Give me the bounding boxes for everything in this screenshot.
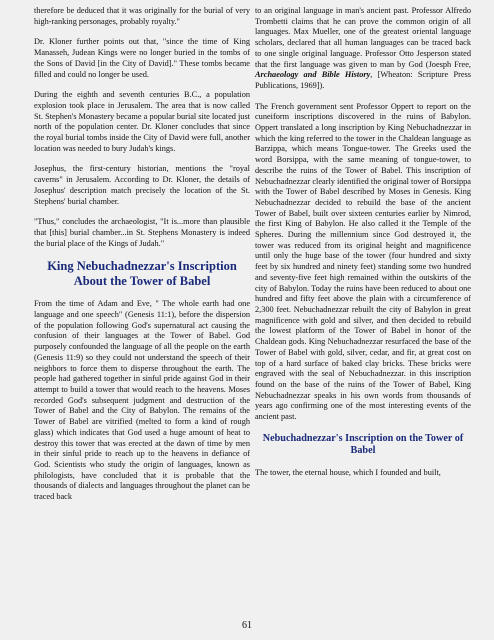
paragraph: therefore be deduced that it was originally for the burial of very high-ranking personages, probably royalty." bbox=[34, 6, 250, 26]
page-number: 61 bbox=[242, 620, 252, 631]
right-column bbox=[255, 6, 471, 488]
section-heading: Nebuchadnezzar's Inscription on the Tower of Babel bbox=[262, 432, 464, 457]
paragraph-text: to an original language in man's ancient past. Professor Alfredo Trombetti claims that he can prove the common origin of all languages. Max Mueller, one of the greatest oriental language scholars, declared that all human languages can be traced back to one single original language. Professor Otto Jesperson stated that the first language was given to man by God (Joesph Free, bbox=[255, 6, 471, 69]
book-title: Archaeology and Bible History bbox=[255, 70, 371, 80]
paragraph bbox=[255, 6, 471, 92]
paragraph: Josephus, the first-century historian, mentions the "royal caverns" in Jerusalem. According to Dr. Kloner, the details of Josephus' description match precisely the location of the St. Stephens' burial chamber. bbox=[34, 164, 250, 206]
paragraph: From the time of Adam and Eve, " The whole earth had one language and one speech" (Genesis 11:1), before the dispersion of the population following God's supernatural act causing the confusion of their languages at the Tower of Babel. God purposely confounded the language of all the people on the earth (Genesis 11:9) so they could not understand the speech of their neighbors to force them to disperse throughout the earth. The people had gathered together in sinful pride against God in their attempt to build a tower that would reach to the heavens. Moses recorded God's subsequent judgment and destruction of the Tower of Babel and the City of Babylon. The remains of the Tower of Babel are vitrified (melted to form a kind of rough glass) which indicates that God used a huge amount of heat to destroy this tower that was erected at the dawn of time by men in their sinful pride to reach up to the heavens in defiance of God. Scientists who study the origin of languages, known as philologists, have concluded that it is probable that the thousands of dialects and languages throughout the planet can be traced back bbox=[34, 299, 250, 502]
left-column bbox=[34, 6, 250, 513]
paragraph: Dr. Kloner further points out that, "since the time of King Manasseh, Judean Kings were no longer buried in the tombs of the Sons of David [in the City of David]." These tombs became filled and could no longer be used. bbox=[34, 37, 250, 79]
paragraph: During the eighth and seventh centuries B.C., a population explosion took place in Jerusalem. The area that is now called St. Stephen's Monastery became a popular burial site located just north of the population center. Dr. Kloner concludes that since the royal burial tombs inside the City of David were full, another location was needed to bury Judah's kings. bbox=[34, 90, 250, 153]
paragraph: The tower, the eternal house, which I founded and built, bbox=[255, 467, 441, 477]
paragraph: "Thus," concludes the archaeologist, "It is...more than plausible that [this] burial chamber...in St. Stephens Monastery is indeed the burial place of the Kings of Judah." bbox=[34, 217, 250, 248]
section-heading: King Nebuchadnezzar's Inscription About the Tower of Babel bbox=[47, 259, 237, 289]
paragraph-text: , [Wheaton: Scripture Press Publications, 1969]). bbox=[255, 70, 471, 90]
paragraph: The French government sent Professor Oppert to report on the cuneiform inscriptions discovered in the ruins of Babylon. Oppert translated a long inscription by King Nebuchadnezzar in which the king referred to the tower in the Chaldean language as Barzippa, which means Tongue-tower. The Greeks used the word Borsippa, with the same meaning of tongue-tower, to describe the ruins of the Tower of Babel. This inscription of Nebuchadnezzar clearly identified the original tower of Borsippa with the Tower of Babel described by Moses in Genesis. King Nebuchadnezzar decided to rebuild the base of the ancient Tower of Babel, built over sixteen centuries earlier by Nimrod, the first King of Babylon. He also called it the Temple of the Spheres. During the millennium since God destroyed it, the tower was reduced from its original height and magnificence until only the huge base of the tower (four hundred and sixty feet by six hundred and ninety feet) standing some two hundred and seventy-five feet high remained within the outskirts of the city of Babylon. Today the ruins have been reduced to about one hundred and fifty feet above the plain with a circumference of 2,300 feet. Nebuchadnezzar rebuilt the city of Babylon in great magnificence with gold and silver, and then decided to rebuild the lowest platform of the Tower of Babel in honor of the Chaldean gods. King Nebuchadnezzar resurfaced the base of the Tower of Babel with gold, silver, cedar, and fir, at great cost on top of a hard surface of baked clay bricks. These bricks were engraved with the seal of Nebuchadnezzar. in this inscription found on the base of the ruins of the Tower of Babel, King Nebuchadnezzar speaks in his own words from thousands of years ago confirming one of the most interesting events of the ancient past. bbox=[255, 101, 471, 422]
